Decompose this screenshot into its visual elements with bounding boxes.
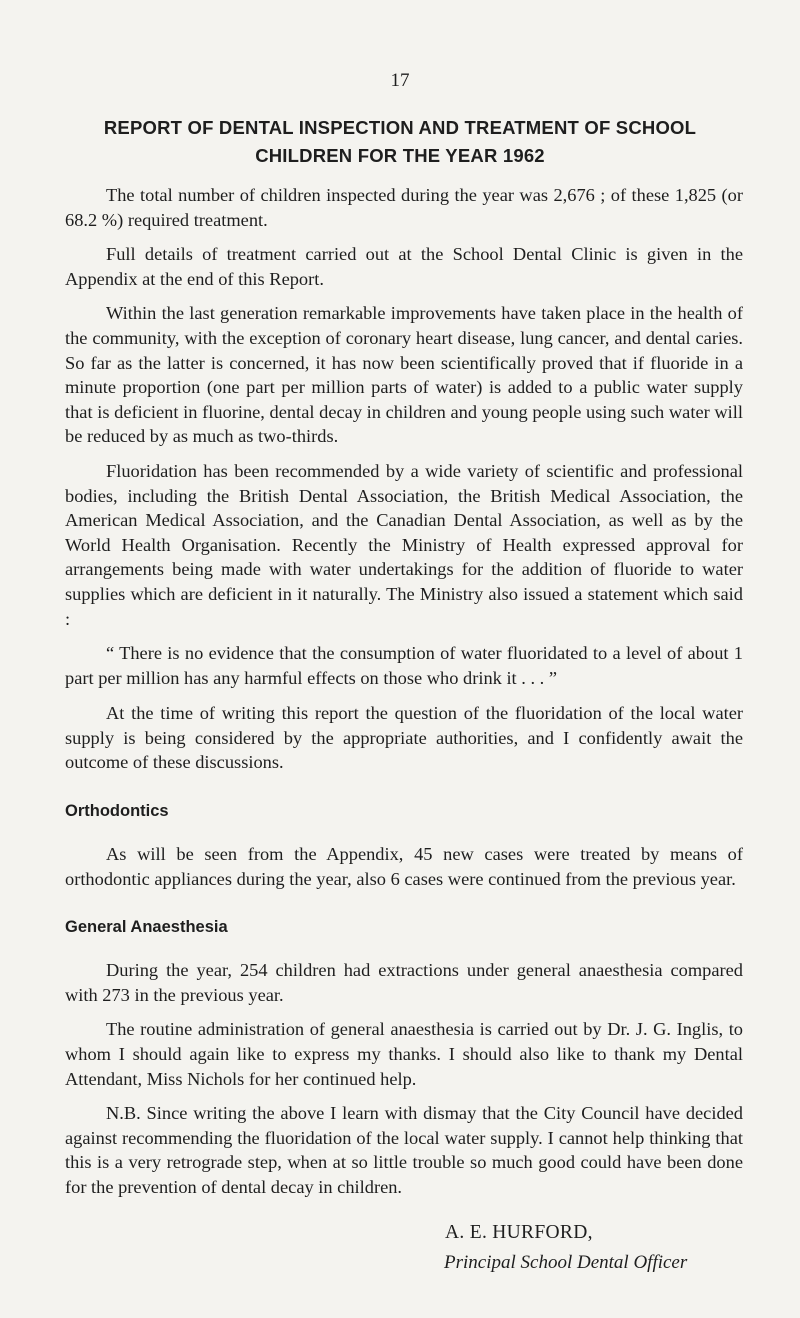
paragraph-ministry-quote: “ There is no evidence that the consumption of water fluoridated to a level of about 1 part per million has any harmful effects on those who drink it . . . ” [65, 643, 743, 688]
report-title-line-1: REPORT OF DENTAL INSPECTION AND TREATMENT OF SCHOOL [103, 117, 697, 138]
paragraph-health-improvements: Within the last generation remarkable improvements have taken place in the health of the community, with the exception of coronary heart disease, lung cancer, and dental caries. So far as the latter is concerned, it has now been scientifically proved that if fluoride in a minute proportion (one part per million parts of water) is added to a public water supply that is deficient in fluorine, dental decay in children and young people using such water will be reduced by as much as two-thirds. [65, 303, 743, 447]
paragraph-local-water-supply: At the time of writing this report the question of the fluoridation of the local water supply is being considered by the appropriate authorities, and I confidently await the outcome of these discussions. [65, 703, 743, 773]
paragraph-inspection-totals: The total number of children inspected during the year was 2,676 ; of these 1,825 (or 68.2 %) required treatment. [65, 185, 743, 230]
paragraph-fluoridation-recommendation: Fluoridation has been recommended by a wide variety of scientific and professional bodies, including the British Dental Association, the British Medical Association, the American Medical Association, and the Canadian Dental Association, as well as by the World Health Organisation. Recently the Ministry of Health expressed approval for arrangements being made with water undertakings for the addition of fluoride to water supplies which are deficient in it naturally. The Ministry also issued a statement which said : [65, 460, 743, 629]
paragraph-orthodontics: As will be seen from the Appendix, 45 new cases were treated by means of orthodontic appliances during the year, also 6 cases were continued from the previous year. [65, 844, 743, 889]
signature-name: A. E. HURFORD, [445, 1222, 593, 1243]
report-title [60, 114, 740, 170]
report-body [65, 183, 743, 1210]
heading-general-anaesthesia: General Anaesthesia [65, 918, 228, 937]
heading-orthodontics: Orthodontics [65, 802, 169, 821]
paragraph-appendix-note: Full details of treatment carried out at the School Dental Clinic is given in the Appendix at the end of this Report. [65, 244, 743, 289]
paragraph-anaesthesia-extractions: During the year, 254 children had extractions under general anaesthesia compared with 273 in the previous year. [65, 960, 743, 1005]
paragraph-nota-bene: N.B. Since writing the above I learn with dismay that the City Council have decided against recommending the fluoridation of the local water supply. I cannot help thinking that this is a very retrograde step, when at so little trouble so much good could have been done for the prevention of dental decay in children. [65, 1103, 743, 1197]
paragraph-anaesthesia-thanks: The routine administration of general anaesthesia is carried out by Dr. J. G. Inglis, to whom I should again like to express my thanks. I should also like to thank my Dental Attendant, Miss Nichols for her continued help. [65, 1019, 743, 1089]
report-title-line-2: CHILDREN FOR THE YEAR 1962 [255, 145, 545, 166]
page-number: 17 [390, 70, 410, 91]
signature-title: Principal School Dental Officer [444, 1252, 688, 1273]
